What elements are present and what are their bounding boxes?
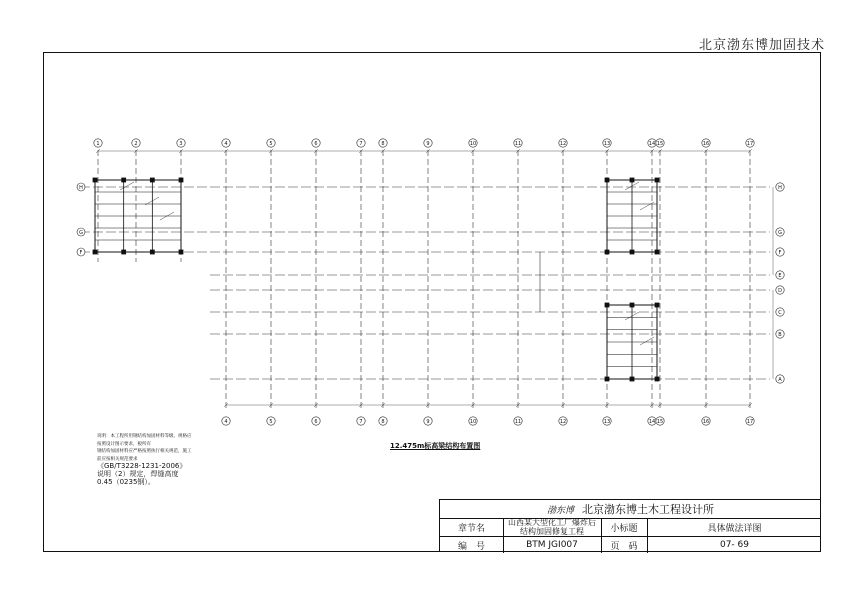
axis-label-bottom: 16 (702, 419, 710, 425)
project-name (503, 518, 601, 536)
axis-label-top: 17 (746, 141, 754, 147)
axis-label-bottom: 17 (746, 419, 754, 425)
axis-label-top: 3 (179, 141, 183, 147)
note-line-2: 钢结构加固材料应严格按照执行相关规范，施工前应按相关规范要求 (97, 449, 192, 462)
page-label: 页 码 (610, 541, 638, 552)
header-brand: 北京渤东博加固技术 (698, 38, 825, 53)
title-block-header (440, 500, 821, 519)
axis-label-bottom: 12 (559, 419, 567, 425)
axis-label-bottom: 6 (314, 419, 318, 425)
number-value: BTM JGI007 (526, 540, 578, 550)
axis-label-left: F (79, 250, 83, 256)
chapter-label: 章节名 (457, 523, 485, 534)
axis-label-top: 6 (314, 141, 318, 147)
axis-label-bottom: 10 (469, 419, 477, 425)
axis-label-top: 8 (381, 141, 385, 147)
firm-logo: 渤东博 (546, 505, 574, 516)
axis-label-bottom: 14 (648, 419, 656, 425)
drawing-notes (97, 433, 192, 486)
axis-label-right: B (778, 332, 782, 338)
axis-label-top: 4 (224, 141, 228, 147)
axis-label-top: 9 (426, 141, 430, 147)
page-value: 07- 69 (719, 540, 749, 550)
axis-label-bottom: 7 (359, 419, 363, 425)
axis-label-right: D (778, 288, 782, 294)
axis-label-left: G (79, 230, 83, 236)
axis-label-top: 11 (514, 141, 522, 147)
axis-label-top: 15 (656, 141, 664, 147)
axis-label-top: 14 (648, 141, 656, 147)
axis-label-bottom: 11 (514, 419, 522, 425)
axis-label-bottom: 8 (381, 419, 385, 425)
note-line-3: 《GB/T3228-1231-2006》 (97, 462, 187, 471)
axis-label-top: 5 (269, 141, 273, 147)
axis-label-right: E (778, 273, 782, 279)
firm-name: 北京渤东博土木工程设计所 (582, 503, 714, 516)
axis-label-bottom: 4 (224, 419, 228, 425)
axis-label-bottom: 5 (269, 419, 273, 425)
note-line-4: 说明（2）规定，焊缝高度0.45（0235钢）。 (97, 469, 179, 486)
axis-label-right: A (778, 377, 782, 383)
axis-label-top: 13 (603, 141, 611, 147)
note-line-1: 说明：本工程所用钢结构加固材料等级、规格应按照设计图示要求，板所有 (97, 434, 192, 447)
axis-label-top: 2 (134, 141, 138, 147)
axis-label-right: F (778, 250, 782, 256)
axis-label-top: 10 (469, 141, 477, 147)
axis-label-right: G (778, 230, 782, 236)
subtitle-value: 具体做法详图 (707, 523, 762, 534)
axis-label-top: 7 (359, 141, 363, 147)
drawing-title: 12.475m标高梁结构布置图 (390, 442, 481, 450)
axis-label-bottom: 13 (603, 419, 611, 425)
axis-label-right: C (778, 310, 782, 316)
title-block (439, 499, 821, 552)
axis-label-top: 12 (559, 141, 567, 147)
project-line-1: 山西某大型化工厂爆炸后 (508, 518, 596, 527)
axis-label-top: 1 (96, 141, 100, 147)
axis-label-bottom: 15 (656, 419, 664, 425)
axis-label-right: H (778, 185, 782, 191)
axis-label-left: H (79, 185, 83, 191)
number-label: 编 号 (457, 541, 485, 552)
subtitle-label: 小标题 (610, 523, 638, 534)
project-line-2: 结构加固修复工程 (520, 527, 584, 536)
axis-label-bottom: 9 (426, 419, 430, 425)
axis-label-top: 16 (702, 141, 710, 147)
